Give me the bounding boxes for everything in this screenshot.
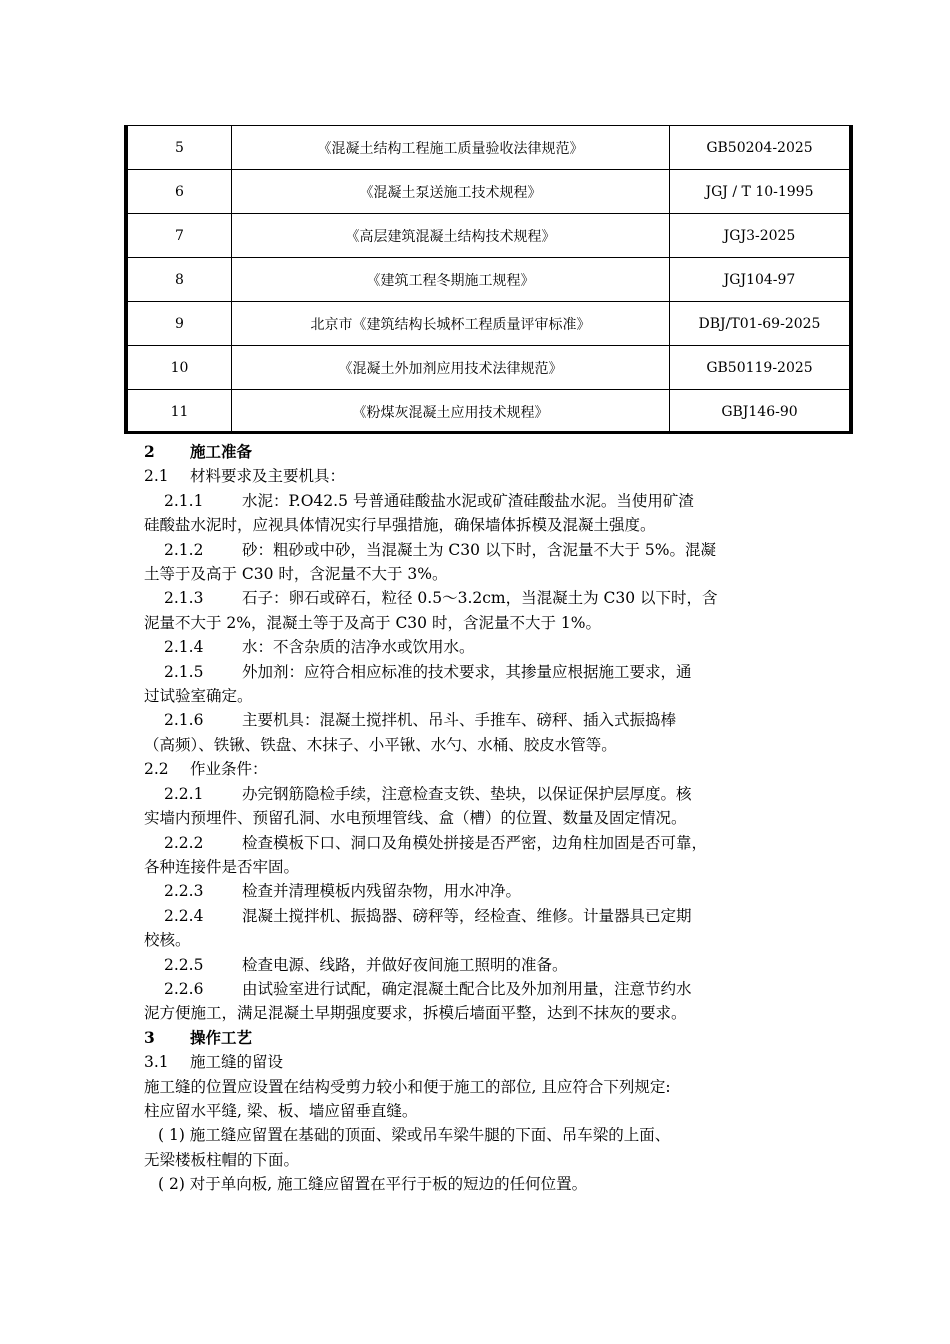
table-cell-code: JGJ104-97	[670, 258, 850, 302]
item-2-2-5: 2.2.5 检查电源、线路，并做好夜间施工照明的准备。	[164, 955, 568, 974]
table-cell-code: JGJ / T 10-1995	[670, 170, 850, 214]
item-2-2-4: 2.2.4 混凝土搅拌机、振捣器、磅秤等，经检查、维修。计量器具已定期	[164, 906, 692, 925]
item-2-1-1: 2.1.1 水泥：P.O42.5 号普通硅酸盐水泥或矿渣硅酸盐水泥。当使用矿渣	[164, 491, 694, 510]
table-row	[128, 346, 850, 390]
table-cell-code: JGJ3-2025	[670, 214, 850, 258]
subsection-heading: 2.1 材料要求及主要机具：	[144, 467, 346, 486]
paragraph: 施工缝的位置应设置在结构受剪力较小和便于施工的部位, 且应符合下列规定:	[144, 1077, 671, 1096]
item-2-1-1-cont: 硅酸盐水泥时，应视具体情况实行早强措施，确保墙体拆模及混凝土强度。	[144, 516, 656, 535]
table-row	[128, 302, 850, 346]
table-cell-code: GBJ146-90	[670, 390, 850, 434]
standards-table	[127, 125, 850, 434]
table-cell-no: 11	[128, 390, 232, 434]
rule-2: ( 2) 对于单向板, 施工缝应留置在平行于板的短边的任何位置。	[158, 1175, 588, 1194]
item-2-1-4: 2.1.4 水：不含杂质的洁净水或饮用水。	[164, 638, 475, 657]
table-cell-no: 5	[128, 126, 232, 170]
table-cell-name: 《高层建筑混凝土结构技术规程》	[232, 214, 670, 258]
item-2-1-3: 2.1.3 石子：卵石或碎石，粒径 0.5～3.2cm，当混凝土为 C30 以下时，含	[164, 589, 718, 608]
item-2-2-4-cont: 校核。	[144, 931, 191, 950]
table-cell-no: 8	[128, 258, 232, 302]
item-2-2-2-cont: 各种连接件是否牢固。	[144, 857, 300, 876]
paragraph: 柱应留水平缝, 梁、板、墙应留垂直缝。	[144, 1101, 418, 1120]
table-cell-code: GB50119-2025	[670, 346, 850, 390]
table-cell-code: GB50204-2025	[670, 126, 850, 170]
rule-1: ( 1) 施工缝应留置在基础的顶面、梁或吊车梁牛腿的下面、吊车梁的上面、	[158, 1126, 671, 1145]
item-2-1-5-cont: 过试验室确定。	[144, 687, 253, 706]
table-cell-no: 6	[128, 170, 232, 214]
item-2-1-5: 2.1.5 外加剂：应符合相应标准的技术要求，其掺量应根据施工要求，通	[164, 662, 692, 681]
section-heading: 2 施工准备	[144, 442, 253, 461]
table-cell-name: 《建筑工程冬期施工规程》	[232, 258, 670, 302]
item-2-1-6: 2.1.6 主要机具：混凝土搅拌机、吊斗、手推车、磅秤、插入式振捣棒	[164, 711, 677, 730]
item-2-2-6-cont: 泥方便施工，满足混凝土早期强度要求，拆模后墙面平整，达到不抹灰的要求。	[144, 1004, 687, 1023]
item-2-1-6-cont: （高频）、铁锹、铁盘、木抹子、小平锹、水勺、水桶、胶皮水管等。	[144, 735, 617, 754]
item-2-1-2-cont: 土等于及高于 C30 时，含泥量不大于 3%。	[144, 565, 448, 584]
rule-1-cont: 无梁楼板柱帽的下面。	[144, 1150, 300, 1169]
table-cell-name: 北京市《建筑结构长城杯工程质量评审标准》	[232, 302, 670, 346]
standards-table-frame	[124, 125, 853, 434]
table-cell-name: 《粉煤灰混凝土应用技术规程》	[232, 390, 670, 434]
item-2-2-2: 2.2.2 检查模板下口、洞口及角模处拼接是否严密，边角柱加固是否可靠，	[164, 833, 708, 852]
item-2-2-1-cont: 实墙内预埋件、预留孔洞、水电预埋管线、盒（槽）的位置、数量及固定情况。	[144, 809, 687, 828]
subsection-heading: 2.2 作业条件：	[144, 760, 268, 779]
table-row	[128, 214, 850, 258]
table-cell-name: 《混凝土结构工程施工质量验收法律规范》	[232, 126, 670, 170]
document-body	[144, 440, 824, 1197]
table-row	[128, 258, 850, 302]
table-row	[128, 170, 850, 214]
item-2-1-3-cont: 泥量不大于 2%，混凝土等于及高于 C30 时，含泥量不大于 1%。	[144, 613, 601, 632]
section-heading: 3 操作工艺	[144, 1027, 253, 1047]
item-2-1-2: 2.1.2 砂：粗砂或中砂，当混凝土为 C30 以下时，含泥量不大于 5%。混凝	[164, 540, 716, 559]
item-2-2-1: 2.2.1 办完钢筋隐检手续，注意检查支铁、垫块，以保证保护层厚度。核	[164, 784, 692, 803]
table-cell-no: 10	[128, 346, 232, 390]
table-cell-name: 《混凝土泵送施工技术规程》	[232, 170, 670, 214]
table-cell-name: 《混凝土外加剂应用技术法律规范》	[232, 346, 670, 390]
item-2-2-6: 2.2.6 由试验室进行试配，确定混凝土配合比及外加剂用量，注意节约水	[164, 979, 692, 998]
table-row	[128, 126, 850, 170]
table-cell-code: DBJ/T01-69-2025	[670, 302, 850, 346]
subsection-heading: 3.1 施工缝的留设	[144, 1053, 284, 1072]
table-row	[128, 390, 850, 434]
item-2-2-3: 2.2.3 检查并清理模板内残留杂物，用水冲净。	[164, 882, 522, 901]
table-cell-no: 7	[128, 214, 232, 258]
table-cell-no: 9	[128, 302, 232, 346]
